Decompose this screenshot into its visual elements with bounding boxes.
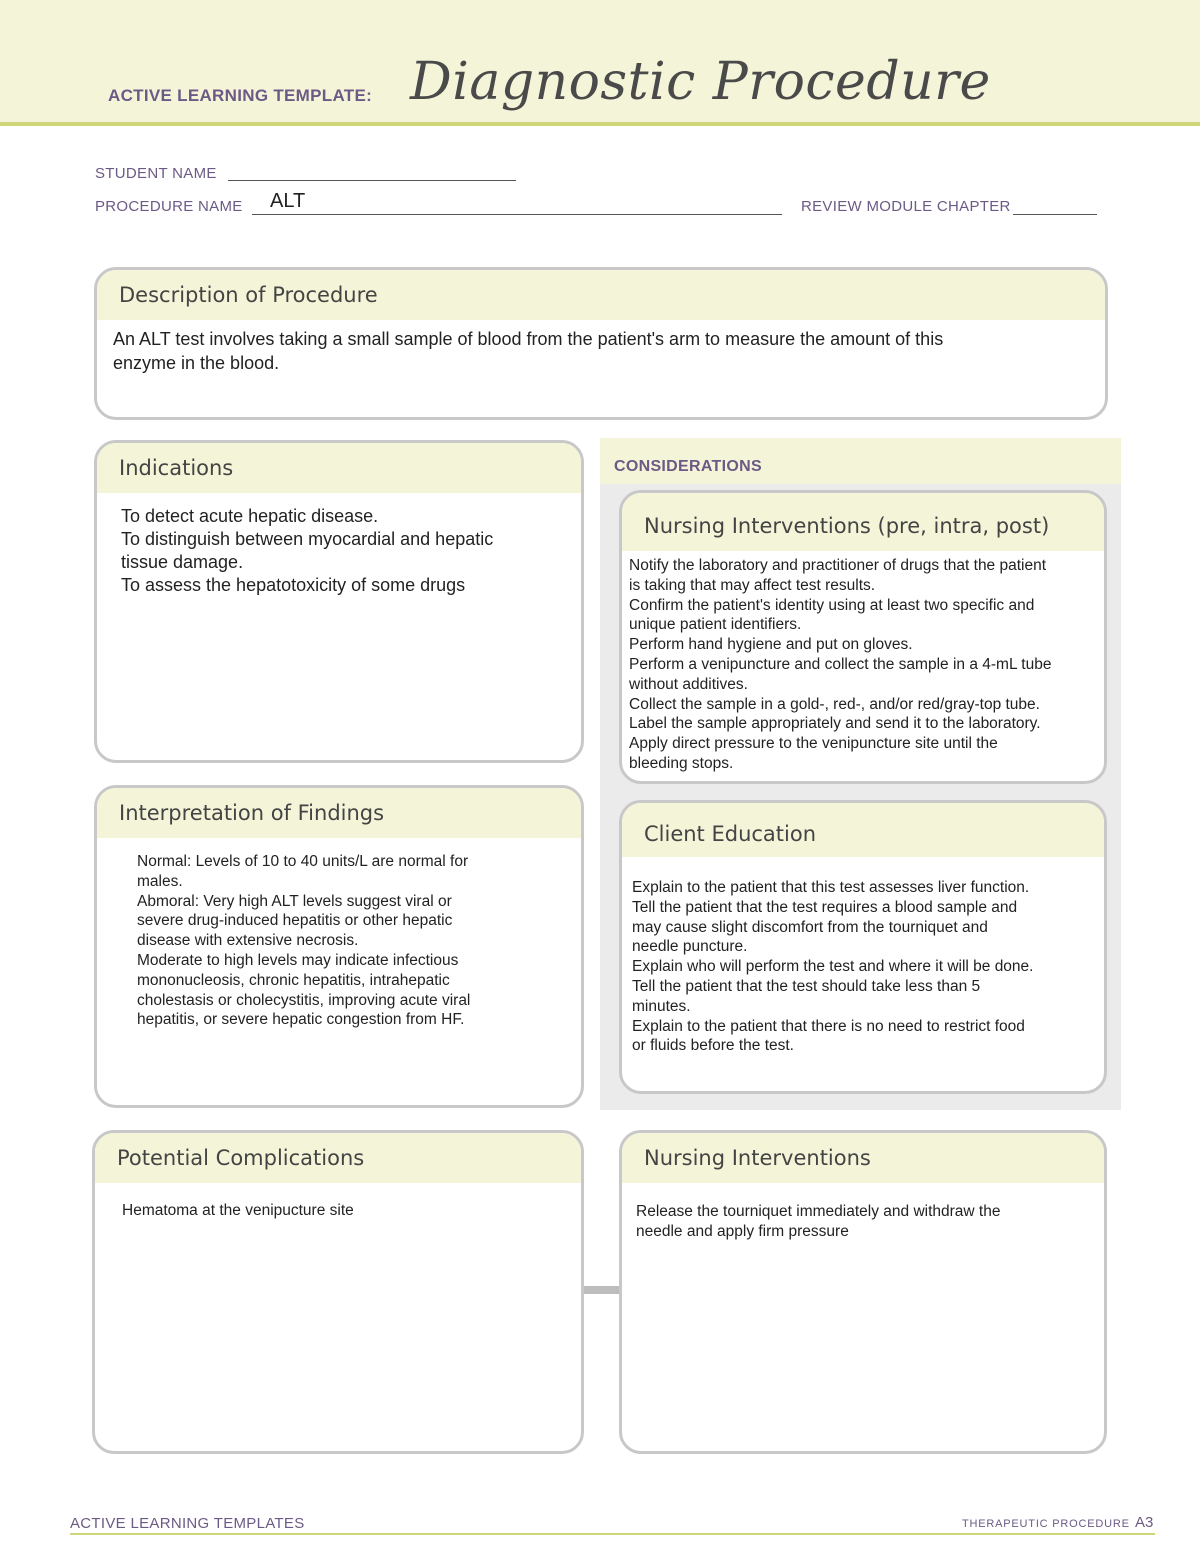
client-education-line: minutes. (632, 997, 691, 1015)
nursing-pip-line: without additives. (629, 675, 748, 693)
interpretation-body (97, 838, 581, 1030)
complications-body (95, 1183, 581, 1221)
connector-bar (582, 1286, 622, 1294)
client-education-line: Explain to the patient that this test assesses liver function. (632, 879, 1030, 896)
header-rule (0, 122, 1200, 126)
indications-line: tissue damage. (121, 552, 244, 572)
indications-body (97, 493, 581, 597)
interpretation-line: severe drug-induced hepatitis or other hepatic (137, 912, 453, 930)
interpretation-line: Moderate to high levels may indicate infectious (137, 951, 459, 969)
interpretation-line: males. (137, 872, 183, 890)
footer-rule (70, 1533, 1155, 1535)
description-body (97, 320, 1105, 375)
interpretation-line: Abmoral: Very high ALT levels suggest viral or (137, 892, 452, 910)
footer-left: ACTIVE LEARNING TEMPLATES (70, 1515, 305, 1532)
nursing-interventions-heading: Nursing Interventions (622, 1133, 1104, 1183)
nursing-pip-line: bleeding stops. (629, 754, 734, 772)
interpretation-line: hepatitis, or severe hepatic congestion from HF. (137, 1011, 465, 1029)
indications-heading: Indications (97, 443, 581, 493)
interpretation-heading: Interpretation of Findings (97, 788, 581, 838)
client-education-line: Explain to the patient that there is no need to restrict food (632, 1017, 1025, 1035)
complications-box (92, 1130, 584, 1454)
interpretation-box (94, 785, 584, 1108)
description-line: enzyme in the blood. (113, 353, 280, 373)
review-module-label: REVIEW MODULE CHAPTER (801, 198, 1011, 215)
nursing-interventions-pip-heading: Nursing Interventions (pre, intra, post) (622, 493, 1104, 551)
nursing-pip-line: Perform hand hygiene and put on gloves. (629, 636, 913, 654)
client-education-line: Tell the patient that the test should take less than 5 (632, 977, 981, 995)
nursing-interventions-box (619, 1130, 1107, 1454)
interpretation-line: cholestasis or cholecystitis, improving acute viral (137, 991, 471, 1009)
student-name-label: STUDENT NAME (95, 165, 217, 182)
interpretation-line: Normal: Levels of 10 to 40 units/L are normal for (137, 853, 469, 870)
procedure-name-value: ALT (270, 190, 306, 212)
client-education-line: Explain who will perform the test and where it will be done. (632, 958, 1034, 976)
student-name-field[interactable] (228, 180, 516, 181)
client-education-line: needle puncture. (632, 938, 748, 956)
description-line: An ALT test involves taking a small sample of blood from the patient's arm to measure the amount of this (113, 329, 944, 349)
procedure-name-label: PROCEDURE NAME (95, 198, 243, 215)
client-education-line: may cause slight discomfort from the tourniquet and (632, 918, 988, 936)
interpretation-line: disease with extensive necrosis. (137, 932, 359, 950)
considerations-label: CONSIDERATIONS (614, 458, 762, 475)
nursing-interventions-body (622, 1183, 1104, 1242)
nursing-pip-line: is taking that may affect test results. (629, 576, 876, 594)
client-education-box (619, 800, 1107, 1094)
procedure-name-field[interactable] (252, 214, 782, 215)
nursing-interventions-line: needle and apply firm pressure (636, 1223, 849, 1240)
nursing-interventions-pip-body (622, 551, 1104, 774)
indications-line: To detect acute hepatic disease. (121, 506, 379, 526)
description-box (94, 267, 1108, 420)
footer-right: THERAPEUTIC PROCEDURE (962, 1518, 1130, 1530)
client-education-heading: Client Education (622, 803, 1104, 857)
nursing-interventions-pip-box (619, 490, 1107, 784)
nursing-pip-line: unique patient identifiers. (629, 616, 802, 634)
page-title: Diagnostic Procedure (410, 52, 991, 112)
indications-box (94, 440, 584, 763)
client-education-line: or fluids before the test. (632, 1037, 794, 1055)
client-education-line: Tell the patient that the test requires a blood sample and (632, 898, 1018, 916)
client-education-body (622, 857, 1104, 1056)
description-heading: Description of Procedure (97, 270, 1105, 320)
nursing-interventions-line: Release the tourniquet immediately and withdraw the (636, 1203, 1001, 1220)
nursing-pip-line: Perform a venipuncture and collect the sample in a 4-mL tube (629, 655, 1052, 673)
nursing-pip-line: Confirm the patient's identity using at least two specific and (629, 596, 1035, 614)
indications-line: To assess the hepatotoxicity of some drugs (121, 575, 466, 595)
complications-line: Hematoma at the venipucture site (122, 1202, 354, 1219)
template-label: ACTIVE LEARNING TEMPLATE: (108, 86, 373, 105)
nursing-pip-line: Apply direct pressure to the venipuncture site until the (629, 735, 998, 753)
footer-code: A3 (1135, 1514, 1154, 1531)
nursing-pip-line: Notify the laboratory and practitioner of drugs that the patient (629, 557, 1047, 574)
nursing-pip-line: Label the sample appropriately and send it to the laboratory. (629, 715, 1041, 733)
complications-heading: Potential Complications (95, 1133, 581, 1183)
nursing-pip-line: Collect the sample in a gold-, red-, and/or red/gray-top tube. (629, 695, 1040, 713)
review-module-field[interactable] (1013, 214, 1097, 215)
indications-line: To distinguish between myocardial and hepatic (121, 529, 494, 549)
interpretation-line: mononucleosis, chronic hepatitis, intrahepatic (137, 971, 450, 989)
